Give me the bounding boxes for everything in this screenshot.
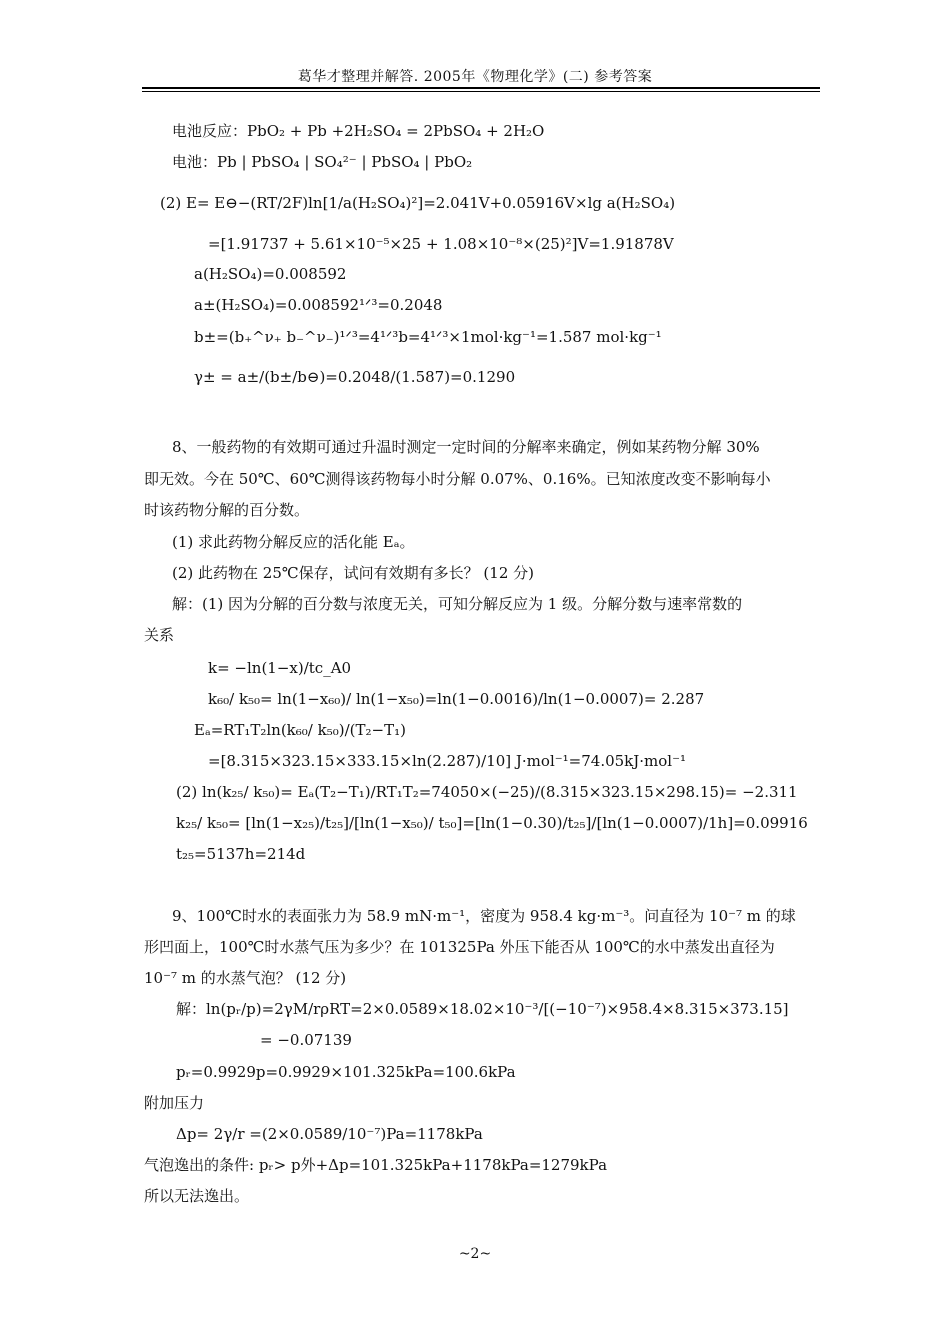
solution-9-line-2: = −0.07139	[260, 1031, 352, 1049]
question-9-line-3: 10⁻⁷ m 的水蒸气泡？ (12 分)	[144, 969, 347, 987]
solution-9-line-1: 解：ln(pᵣ/p)=2γM/rρRT=2×0.0589×18.02×10⁻³/[(−10⁻⁷)×958.4×8.315×373.15]	[176, 1000, 789, 1018]
header-rule-thick	[142, 87, 820, 89]
solution-8-line-1: 解：(1) 因为分解的百分数与浓度无关，可知分解反应为 1 级。分解分数与速率常数的	[172, 595, 743, 613]
additional-pressure-label: 附加压力	[144, 1094, 205, 1112]
additional-pressure-line: Δp= 2γ/r =(2×0.0589/10⁻⁷)Pa=1178kPa	[176, 1125, 483, 1143]
activation-energy-value-line: =[8.315×323.15×333.15×ln(2.287)/10] J·mol⁻¹=74.05kJ·mol⁻¹	[208, 752, 687, 770]
shelf-life-line: t₂₅=5137h=214d	[176, 845, 306, 863]
ln-ratio-line: (2) ln(k₂₅/ k₅₀)= Eₐ(T₂−T₁)/RT₁T₂=74050×(−25)/(8.315×323.15×298.15)= −2.311	[176, 783, 798, 801]
question-9-line-1: 9、100℃时水的表面张力为 58.9 mN·m⁻¹，密度为 958.4 kg·m⁻³。问直径为 10⁻⁷ m 的球	[172, 907, 796, 925]
activity-line: a(H₂SO₄)=0.008592	[194, 265, 347, 283]
rate-constant-line: k= −ln(1−x)/tc_A0	[208, 659, 352, 677]
activation-energy-line: Eₐ=RT₁T₂ln(k₆₀/ k₅₀)/(T₂−T₁)	[194, 721, 406, 739]
page-header: 葛华才整理并解答. 2005年《物理化学》(二) 参考答案	[297, 69, 653, 85]
cell-notation-line: 电池：Pb | PbSO₄ | SO₄²⁻ | PbSO₄ | PbO₂	[172, 153, 473, 171]
question-8-line-1: 8、一般药物的有效期可通过升温时测定一定时间的分解率来确定，例如某药物分解 30%	[172, 438, 760, 456]
activity-coefficient-line: γ± = a±/(b±/b⊖)=0.2048/(1.587)=0.1290	[194, 368, 516, 386]
cell-reaction-line: 电池反应：PbO₂ + Pb +2H₂SO₄ = 2PbSO₄ + 2H₂O	[172, 122, 545, 140]
question-8-part-2: (2) 此药物在 25℃保存，试问有效期有多长？ (12 分)	[172, 564, 534, 582]
conclusion-line: 所以无法逸出。	[144, 1187, 250, 1205]
question-8-line-2: 即无效。今在 50℃、60℃测得该药物每小时分解 0.07%、0.16%。已知浓度改变不影响每小	[144, 470, 771, 488]
question-8-line-3: 时该药物分解的百分数。	[144, 501, 310, 519]
emf-equation-line: (2) E= E⊖−(RT/2F)ln[1/a(H₂SO₄)²]=2.041V+0.05916V×lg a(H₂SO₄)	[160, 194, 676, 212]
mean-molality-line: b±=(b₊^ν₊ b₋^ν₋)¹ᐟ³=4¹ᐟ³b=4¹ᐟ³×1mol·kg⁻¹=1.587 mol·kg⁻¹	[194, 328, 662, 346]
header-rule-thin	[142, 91, 820, 92]
page-number: ~2~	[458, 1246, 492, 1262]
solution-8-line-2: 关系	[144, 626, 175, 644]
vapor-pressure-line: pᵣ=0.9929p=0.9929×101.325kPa=100.6kPa	[176, 1063, 516, 1081]
question-8-part-1: (1) 求此药物分解反应的活化能 Eₐ。	[172, 533, 415, 551]
bubble-condition-line: 气泡逸出的条件: pᵣ> p外+Δp=101.325kPa+1178kPa=1279kPa	[144, 1156, 608, 1174]
k-ratio-line: k₂₅/ k₅₀= [ln(1−x₂₅)/t₂₅]/[ln(1−x₅₀)/ t₅₀]=[ln(1−0.30)/t₂₅]/[ln(1−0.0007)/1h]=0.09916	[176, 814, 808, 832]
rate-ratio-line: k₆₀/ k₅₀= ln(1−x₆₀)/ ln(1−x₅₀)=ln(1−0.0016)/ln(1−0.0007)= 2.287	[208, 690, 705, 708]
mean-activity-line: a±(H₂SO₄)=0.008592¹ᐟ³=0.2048	[194, 296, 443, 314]
question-9-line-2: 形凹面上，100℃时水蒸气压为多少？在 101325Pa 外压下能否从 100℃的水中蒸发出直径为	[144, 938, 775, 956]
emf-value-line: =[1.91737 + 5.61×10⁻⁵×25 + 1.08×10⁻⁸×(25)²]V=1.91878V	[208, 235, 674, 253]
